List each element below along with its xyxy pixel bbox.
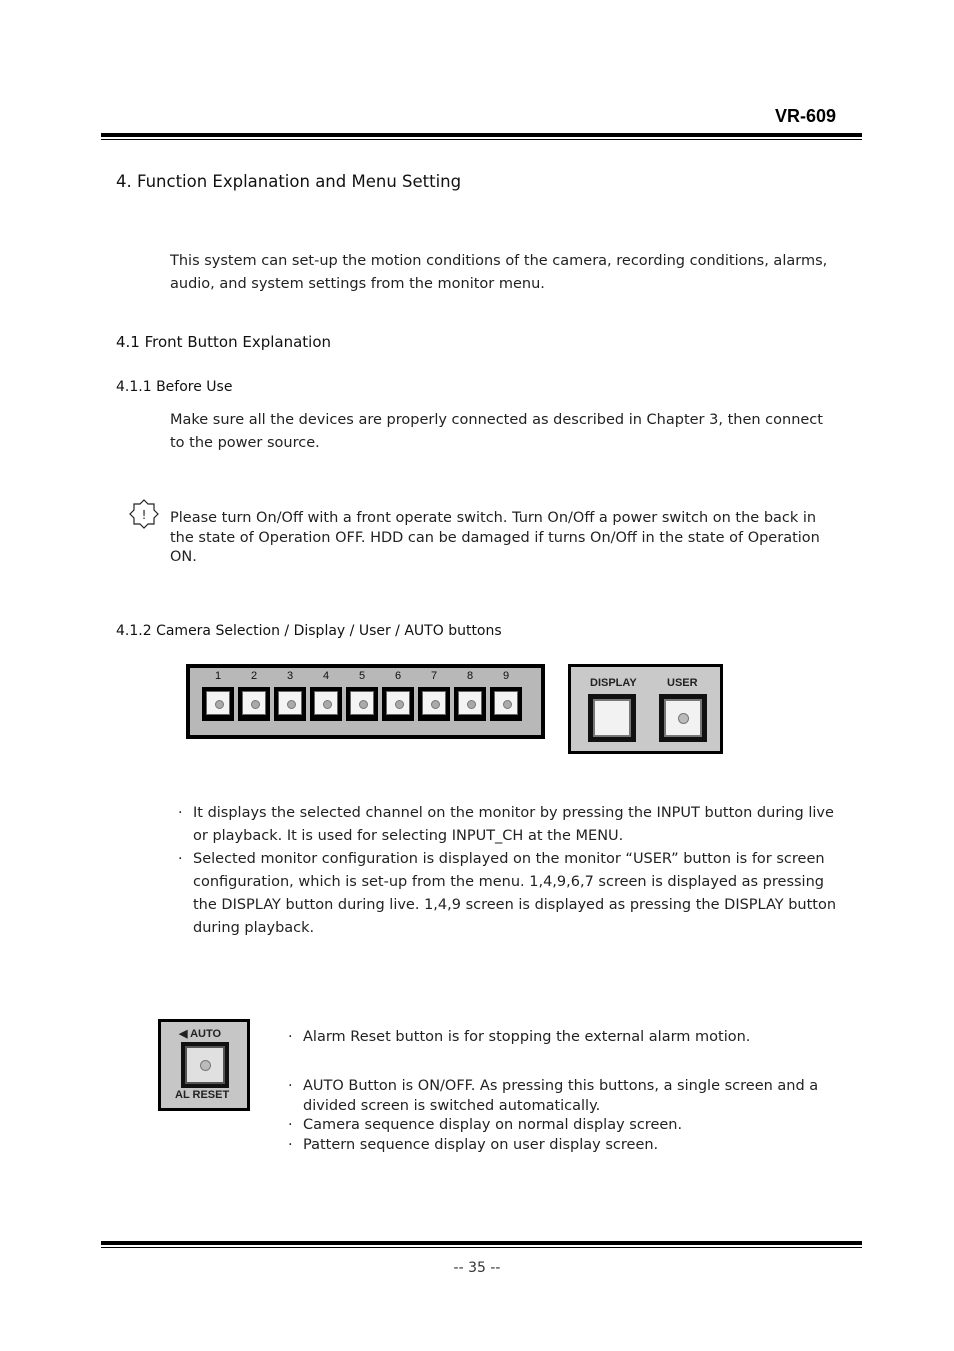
before-use-title: 4.1.1 Before Use	[116, 379, 233, 395]
display-user-panel	[568, 664, 723, 754]
user-label: USER	[667, 677, 698, 689]
channel-number-label: 1	[214, 670, 222, 682]
model-name: VR-609	[775, 106, 837, 126]
channel-button-9[interactable]	[490, 687, 522, 721]
channel-led	[323, 700, 332, 709]
channel-number-label: 3	[286, 670, 294, 682]
footer-rule-thick	[101, 1241, 862, 1245]
channel-number-label: 6	[394, 670, 402, 682]
svg-text:!: !	[141, 508, 147, 522]
camera-bullets	[178, 802, 838, 940]
channel-button-4[interactable]	[310, 687, 342, 721]
channel-button-5[interactable]	[346, 687, 378, 721]
bullet-item	[178, 848, 838, 940]
bullet-text: It displays the selected channel on the monitor by pressing the INPUT button during live or playback. It is used for selecting INPUT_CH at the MENU.	[193, 805, 834, 844]
channel-button-panel	[186, 664, 545, 739]
channel-button-6[interactable]	[382, 687, 414, 721]
bullet-item: · AUTO Button is ON/OFF. As pressing this buttons, a single screen and a divided screen is switched automatically.	[288, 1078, 819, 1114]
header-rule-thick	[101, 133, 862, 137]
bullet-text: Selected monitor configuration is displayed on the monitor “USER” button is for screen configuration, which is set-up from the menu. 1,4,9,6,7 screen is displayed as pressing the DISPLAY button during live. 1,4,9 screen is displayed as pressing the DISPLAY button during playback.	[193, 851, 837, 936]
footer-rule-thin	[101, 1247, 862, 1248]
bullet-dot: ·	[178, 805, 183, 821]
warning-icon	[129, 499, 159, 529]
intro-paragraph: This system can set-up the motion conditions of the camera, recording conditions, alarms, audio, and system settings from the monitor menu.	[170, 253, 828, 292]
page-number: -- 35 --	[453, 1260, 501, 1276]
auto-label: ◀ AUTO	[179, 1028, 222, 1040]
display-label: DISPLAY	[590, 677, 637, 689]
auto-reset-panel	[158, 1019, 250, 1111]
al-reset-label: AL RESET	[175, 1089, 230, 1101]
user-led	[678, 713, 689, 724]
channel-number-label: 7	[430, 670, 438, 682]
channel-number-label: 4	[322, 670, 330, 682]
auto-reset-button[interactable]	[181, 1042, 229, 1088]
channel-led	[467, 700, 476, 709]
auto-led	[200, 1060, 211, 1071]
camera-buttons-title: 4.1.2 Camera Selection / Display / User / AUTO buttons	[116, 623, 502, 639]
channel-button-3[interactable]	[274, 687, 306, 721]
warning-text: Please turn On/Off with a front operate switch. Turn On/Off a power switch on the back in the state of Operation OFF. HDD can be damaged if turns On/Off in the state of Operation ON.	[170, 510, 820, 565]
bullet-item	[178, 802, 838, 848]
channel-button-2[interactable]	[238, 687, 270, 721]
auto-bullets	[288, 1077, 848, 1155]
channel-button-1[interactable]	[202, 687, 234, 721]
channel-led	[431, 700, 440, 709]
channel-number-label: 5	[358, 670, 366, 682]
channel-number-label: 2	[250, 670, 258, 682]
channel-led	[395, 700, 404, 709]
channel-led	[287, 700, 296, 709]
header-rule-thin	[101, 139, 862, 140]
section-title: 4. Function Explanation and Menu Setting	[116, 172, 462, 191]
bullet-item: · Pattern sequence display on user display screen.	[288, 1136, 659, 1153]
display-button[interactable]	[588, 694, 636, 742]
channel-led	[251, 700, 260, 709]
channel-button-8[interactable]	[454, 687, 486, 721]
auto-bullet-1: · Alarm Reset button is for stopping the external alarm motion.	[288, 1029, 751, 1045]
before-use-paragraph: Make sure all the devices are properly connected as described in Chapter 3, then connect to the power source.	[170, 412, 823, 451]
channel-number-label: 9	[502, 670, 510, 682]
user-button[interactable]	[659, 694, 707, 742]
channel-led	[215, 700, 224, 709]
bullet-dot: ·	[178, 851, 183, 867]
channel-led	[359, 700, 368, 709]
channel-led	[503, 700, 512, 709]
bullet-item: · Camera sequence display on normal display screen.	[288, 1117, 683, 1133]
channel-button-7[interactable]	[418, 687, 450, 721]
channel-number-label: 8	[466, 670, 474, 682]
subsection-title: 4.1 Front Button Explanation	[116, 333, 332, 351]
